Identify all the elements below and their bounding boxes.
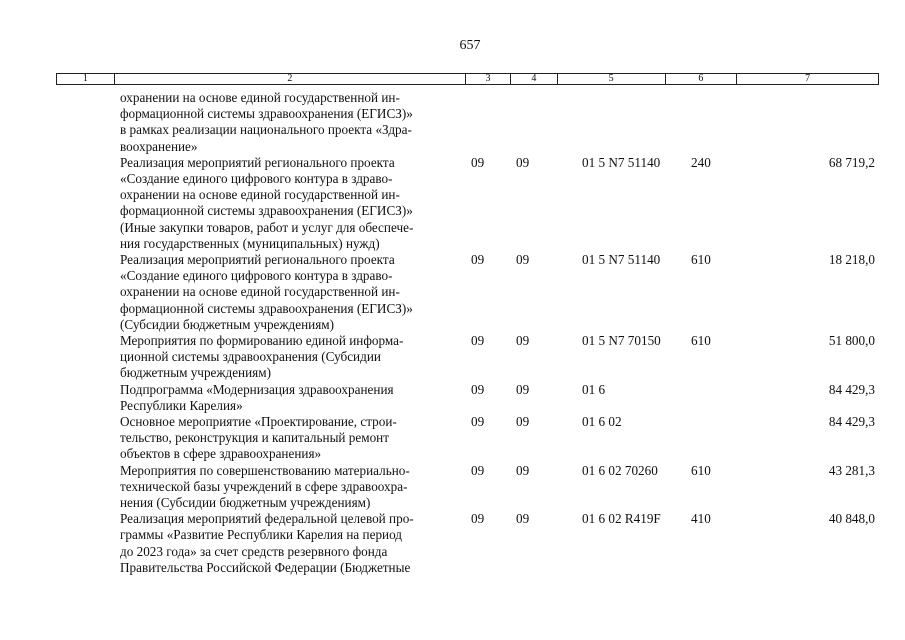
row-section: 09 (471, 414, 485, 430)
row-description: Подпрограмма «Модернизация здравоохранения Республики Карелия» (120, 381, 394, 413)
table-row (0, 463, 905, 512)
row-amount: 40 848,0 (828, 511, 875, 527)
row-expense-type: 410 (691, 511, 711, 527)
row-section: 09 (471, 252, 485, 268)
row-amount: 43 281,3 (828, 462, 875, 478)
header-col-5: 5 (558, 74, 666, 84)
table-header (56, 73, 879, 85)
header-col-2: 2 (115, 74, 466, 84)
row-description: Мероприятия по совершенствованию материально- технической базы учреждений в сфере здравоохра- нения (Субсидии бюджетным учреждениям) (120, 462, 410, 511)
table-row (0, 252, 905, 333)
row-target-code: 01 6 02 (582, 414, 622, 430)
row-expense-type: 610 (691, 462, 711, 478)
row-target-code: 01 5 N7 51140 (582, 154, 661, 170)
table-row (0, 333, 905, 382)
row-expense-type: 610 (691, 252, 711, 268)
row-description: Мероприятия по формированию единой информа- ционной системы здравоохранения (Субсидии бюджетным учреждениям) (120, 333, 404, 381)
row-target-code: 01 6 02 70260 (582, 462, 658, 478)
table-row (0, 511, 905, 576)
row-subsection: 09 (516, 511, 530, 527)
budget-table-body (0, 90, 905, 576)
row-amount: 84 429,3 (828, 414, 875, 430)
row-section: 09 (471, 154, 485, 170)
row-subsection: 09 (516, 381, 530, 397)
row-description: Реализация мероприятий федеральной целевой про- граммы «Развитие Республики Карелия на период до 2023 года» за счет средств резервного фонда Правительства Российской Федерации (Бюджетные (120, 511, 414, 575)
row-subsection: 09 (516, 333, 530, 349)
header-col-6: 6 (666, 74, 738, 84)
row-target-code: 01 5 N7 51140 (582, 252, 661, 268)
row-section: 09 (471, 381, 485, 397)
row-section: 09 (471, 333, 485, 349)
row-subsection: 09 (516, 154, 530, 170)
row-amount: 84 429,3 (828, 381, 875, 397)
header-col-4: 4 (511, 74, 558, 84)
row-expense-type: 610 (691, 333, 711, 349)
row-subsection: 09 (516, 252, 530, 268)
row-description: охранении на основе единой государственной ин- формационной системы здравоохранения (ЕГИСЗ)» в рамках реализации национального проекта «Здра- воохранение» (120, 90, 413, 154)
header-col-3: 3 (466, 74, 511, 84)
table-row (0, 90, 905, 155)
row-description: Основное мероприятие «Проектирование, строи- тельство, реконструкция и капитальный ремонт объектов в сфере здравоохранения» (120, 414, 397, 462)
row-subsection: 09 (516, 462, 530, 478)
table-row (0, 155, 905, 252)
row-subsection: 09 (516, 414, 530, 430)
table-row (0, 414, 905, 463)
row-amount: 18 218,0 (828, 252, 875, 268)
row-description: Реализация мероприятий регионального проекта «Создание единого цифрового контура в здраво- охранении на основе единой государственной ин- формационной системы здравоохранения (ЕГИСЗ)» (Иные закупки товаров, работ и услуг для обеспече- ния государственных (муниципальных) нужд) (120, 154, 414, 251)
header-col-1: 1 (57, 74, 115, 84)
row-amount: 68 719,2 (828, 154, 875, 170)
row-target-code: 01 6 02 R419F (582, 511, 661, 527)
row-description: Реализация мероприятий регионального проекта «Создание единого цифрового контура в здраво- охранении на основе единой государственной ин- формационной системы здравоохранения (ЕГИСЗ)» (Субсидии бюджетным учреждениям) (120, 252, 413, 332)
row-section: 09 (471, 462, 485, 478)
row-target-code: 01 5 N7 70150 (582, 333, 661, 349)
row-section: 09 (471, 511, 485, 527)
row-amount: 51 800,0 (828, 333, 875, 349)
row-target-code: 01 6 (582, 381, 606, 397)
page-number: 657 (459, 38, 481, 53)
table-row (0, 382, 905, 414)
header-col-7: 7 (805, 73, 811, 84)
row-expense-type: 240 (691, 154, 711, 170)
